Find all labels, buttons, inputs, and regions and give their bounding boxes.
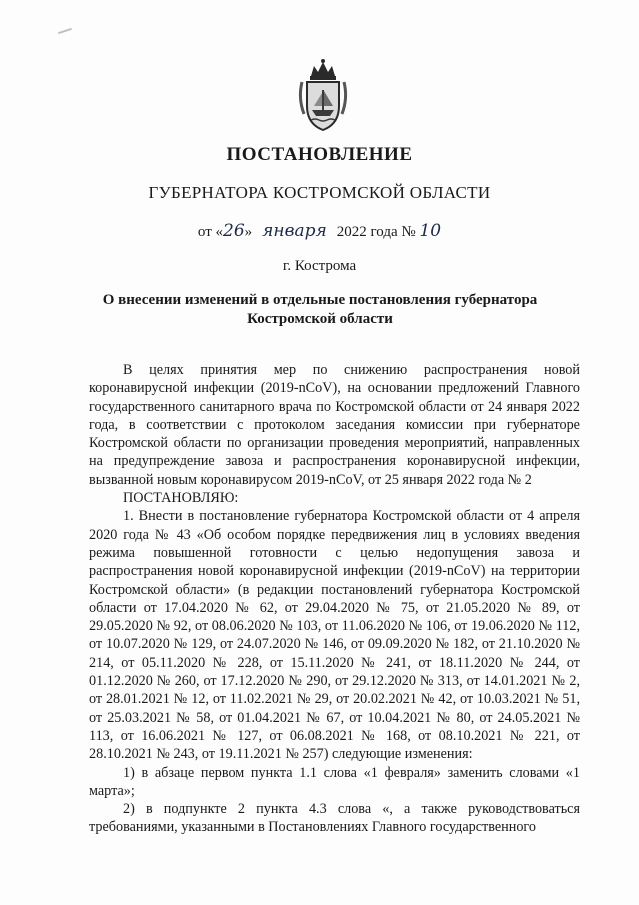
item-1-paragraph: 1. Внести в постановление губернатора Костромской области от 4 апреля 2020 года № 43 «Об особом порядке передвижения лиц в условиях введения режима повышенной готовности с целью недопущения завоза и распространения новой коронавирусной инфекции (2019-nCoV) на территории Костромской области» (в редакции постановлений губернатора Костромской области от 17.04.2020 № 62, от 29.04.2020 № 75, от 21.05.2020 № 89, от 29.05.2020 № 92, от 08.06.2020 № 103, от 11.06.2020 № 106, от 19.06.2020 № 112, от 10.07.2020 № 129, от 24.07.2020 № 146, от 09.09.2020 № 182, от 21.10.2020 № 214, от 05.11.2020 № 228, от 15.11.2020 № 241, от 18.11.2020 № 244, от 01.12.2020 № 260, от 17.12.2020 № 290, от 29.12.2020 № 313, от 14.01.2021 № 2, от 28.01.2021 № 12, от 11.02.2021 № 29, от 20.02.2021 № 42, от 10.03.2021 № 51, от 25.03.2021 № 58, от 01.04.2021 № 67, от 10.04.2021 № 80, от 24.05.2021 № 113, от 16.06.2021 № 127, от 06.08.2021 № 168, от 08.10.2021 № 221, от 28.10.2021 № 243, от 19.11.2021 № 257) следующие изменения:	[89, 508, 580, 763]
subitem-2-paragraph: 2) в подпункте 2 пункта 4.3 слова «, а также руководствоваться требованиями, указанными в Постановлениях Главного государственного	[89, 801, 580, 836]
date-month-handwritten: января	[262, 221, 327, 241]
date-day-handwritten: 26	[223, 221, 245, 241]
city-line: г. Кострома	[282, 258, 357, 274]
preamble-paragraph: В целях принятия мер по снижению распространения новой коронавирусной инфекции (2019-nCoV), на основании предложений Главного государственного санитарного врача по Костромской области от 24 января 2022 года, в соответствии с протоколом заседания комиссии при губернаторе Костромской области по организации проведения мероприятий, направленных на предупреждение завоза и распространения коронавирусной инфекции, вызванной новым коронавирусом 2019-nCoV, от 25 января 2022 года № 2	[89, 362, 580, 488]
issuer-title: ГУБЕРНАТОРА КОСТРОМСКОЙ ОБЛАСТИ	[148, 183, 491, 202]
scan-mark	[58, 28, 72, 34]
date-quote-close: »	[244, 224, 253, 240]
date-prefix: от «	[197, 224, 223, 240]
date-year-text: 2022 года №	[336, 224, 416, 240]
document-subject: О внесении изменений в отдельные постановления губернатора Костромской области	[102, 292, 538, 327]
document-body	[89, 361, 580, 837]
document-number-handwritten: 10	[419, 221, 442, 241]
document-type-title: ПОСТАНОВЛЕНИЕ	[226, 144, 413, 165]
date-line	[0, 221, 639, 241]
decree-word: ПОСТАНОВЛЯЮ:	[123, 490, 239, 507]
subitem-1-paragraph: 1) в абзаце первом пункта 1.1 слова «1 февраля» заменить словами «1 марта»;	[89, 764, 580, 799]
coat-of-arms-icon	[294, 58, 352, 134]
